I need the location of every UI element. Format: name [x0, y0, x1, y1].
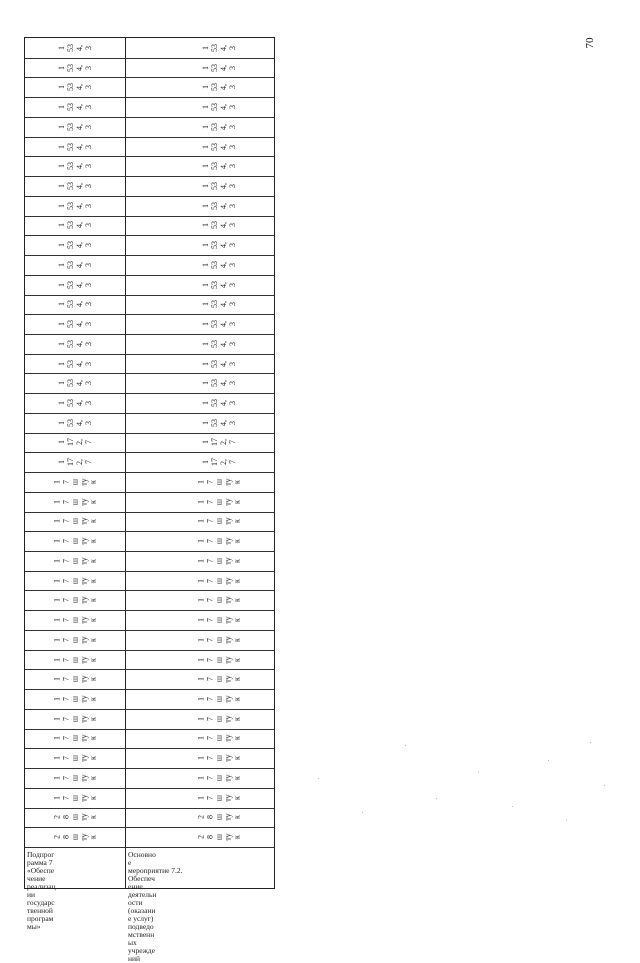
cell-value: 1 7 ш ту к	[52, 576, 98, 585]
cell-value: 1 53 4, 3	[201, 379, 238, 388]
table-cell-row1	[25, 235, 125, 255]
cell-value: 1 7 ш ту к	[196, 576, 242, 585]
table-cell-row2	[126, 709, 274, 729]
column-divider-line	[25, 472, 274, 473]
cell-value: 1 53 4, 3	[201, 418, 238, 427]
table-cell-row2	[126, 77, 274, 97]
cell-value: 1 53 4, 3	[57, 418, 93, 427]
cell-value: 1 53 4, 3	[57, 339, 93, 348]
table-cell-row1	[25, 827, 125, 847]
table-cell-row1	[25, 117, 125, 137]
table-cell-row2	[126, 255, 274, 275]
column-divider-line	[25, 512, 274, 513]
table-cell-row2	[126, 729, 274, 749]
column-divider-line	[25, 788, 274, 789]
table-cell-row1	[25, 669, 125, 689]
cell-value: 1 7 ш ту к	[52, 537, 98, 545]
header-divider-line	[25, 847, 274, 848]
table-cell-row1	[25, 216, 125, 236]
column-divider-line	[25, 137, 274, 138]
table-cell-row2	[126, 788, 274, 808]
table-cell-row2	[126, 827, 274, 847]
table-cell-row2	[126, 393, 274, 413]
column-divider-line	[25, 354, 274, 355]
table-cell-row2	[126, 314, 274, 334]
cell-value: 1 53 4, 3	[201, 162, 238, 171]
table-cell-row2	[126, 531, 274, 551]
subprogram-header-cell: Подпрог рамма 7 «Обеспе чение реализац ии государс твенной програм мы»	[27, 850, 56, 931]
rotated-budget-table	[24, 37, 275, 963]
cell-value: 1 7 ш ту к	[52, 616, 98, 624]
table-cell-row2	[126, 117, 274, 137]
table-cell-row2	[126, 808, 274, 828]
column-divider-line	[25, 729, 274, 730]
cell-value: 2 8 ш ту к	[196, 833, 242, 841]
table-cell-row2	[126, 275, 274, 295]
cell-value: 1 7 ш ту к	[196, 734, 242, 743]
cell-value: 1 53 4, 3	[201, 43, 238, 52]
cell-value: 1 53 4, 3	[201, 201, 238, 210]
cell-value: 1 53 4, 3	[57, 181, 93, 190]
cell-value: 1 53 4, 3	[201, 83, 238, 92]
table-cell-row1	[25, 314, 125, 334]
table-cell-row1	[25, 393, 125, 413]
cell-value: 1 53 4, 3	[201, 103, 238, 112]
cell-value: 1 7 ш ту к	[196, 498, 242, 506]
column-divider-line	[25, 689, 274, 690]
table-cell-row1	[25, 196, 125, 216]
cell-value: 1 53 4, 3	[57, 260, 93, 269]
table-cell-row2	[126, 58, 274, 78]
cell-value: 1 53 4, 3	[201, 320, 238, 329]
cell-value: 1 7 ш ту к	[196, 616, 242, 624]
table-cell-row2	[126, 748, 274, 768]
table-cell-row1	[25, 709, 125, 729]
cell-value: 1 17 2, 7	[201, 438, 238, 447]
table-cell-row1	[25, 97, 125, 117]
table-cell-row2	[126, 610, 274, 630]
cell-value: 1 7 ш ту к	[196, 675, 242, 683]
table-cell-row2	[126, 630, 274, 650]
column-divider-line	[25, 334, 274, 335]
column-divider-line	[25, 216, 274, 217]
column-divider-line	[25, 650, 274, 651]
cell-value: 1 53 4, 3	[201, 359, 238, 368]
table-cell-row1	[25, 531, 125, 551]
column-divider-line	[25, 492, 274, 493]
cell-value: 1 53 4, 3	[57, 142, 93, 151]
cell-value: 1 53 4, 3	[201, 181, 238, 190]
table-cell-row1	[25, 38, 125, 58]
table-cell-row1	[25, 689, 125, 709]
column-divider-line	[25, 295, 274, 296]
cell-value: 1 7 ш ту к	[52, 636, 98, 644]
table-cell-row1	[25, 334, 125, 354]
column-divider-line	[25, 433, 274, 434]
table-cell-row1	[25, 137, 125, 157]
cell-value: 1 53 4, 3	[57, 221, 93, 230]
table-cell-row1	[25, 295, 125, 315]
column-divider-line	[25, 571, 274, 572]
cell-value: 1 17 2, 7	[57, 458, 93, 467]
cell-value: 1 53 4, 3	[201, 221, 238, 230]
table-cell-row1	[25, 472, 125, 492]
cell-value: 1 7 ш ту к	[52, 774, 98, 782]
cell-value: 1 53 4, 3	[57, 399, 93, 408]
table-cell-row2	[126, 235, 274, 255]
cell-value: 1 7 ш ту к	[52, 793, 98, 802]
table-cell-row1	[25, 452, 125, 472]
column-divider-line	[25, 117, 274, 118]
cell-value: 1 7 ш ту к	[196, 596, 242, 605]
table-cell-row2	[126, 354, 274, 374]
table-cell-row1	[25, 551, 125, 571]
table-cell-row2	[126, 492, 274, 512]
cell-value: 1 53 4, 3	[57, 320, 93, 329]
table-cell-row2	[126, 650, 274, 670]
table-cell-row2	[126, 433, 274, 453]
cell-value: 1 53 4, 3	[57, 280, 93, 289]
cell-value: 1 53 4, 3	[57, 201, 93, 210]
table-cell-row1	[25, 58, 125, 78]
table-cell-row1	[25, 413, 125, 433]
cell-value: 1 17 2, 7	[57, 438, 93, 447]
table-cell-row1	[25, 788, 125, 808]
cell-value: 1 53 4, 3	[57, 162, 93, 171]
cell-value: 1 53 4, 3	[57, 379, 93, 388]
cell-value: 1 7 ш ту к	[52, 596, 98, 605]
cell-value: 1 7 ш ту к	[196, 695, 242, 703]
column-divider-line	[25, 709, 274, 710]
cell-value: 1 7 ш ту к	[196, 478, 242, 486]
cell-value: 1 7 ш ту к	[52, 655, 98, 664]
table-cell-row2	[126, 196, 274, 216]
cell-value: 1 53 4, 3	[201, 280, 238, 289]
table-cell-row1	[25, 354, 125, 374]
table-cell-row1	[25, 571, 125, 591]
cell-value: 1 53 4, 3	[201, 63, 238, 72]
table-cell-row1	[25, 808, 125, 828]
table-cell-row1	[25, 492, 125, 512]
table-cell-row2	[126, 295, 274, 315]
table-cell-row2	[126, 452, 274, 472]
table-cell-row2	[126, 571, 274, 591]
cell-value: 1 7 ш ту к	[196, 774, 242, 782]
cell-value: 1 53 4, 3	[57, 122, 93, 131]
cell-value: 1 7 ш ту к	[52, 715, 98, 723]
cell-value: 1 7 ш ту к	[196, 655, 242, 664]
cell-value: 1 17 2, 7	[201, 458, 238, 467]
column-divider-line	[25, 58, 274, 59]
cell-value: 1 53 4, 3	[57, 300, 93, 309]
table-cell-row1	[25, 630, 125, 650]
table-cell-row2	[126, 176, 274, 196]
column-divider-line	[25, 275, 274, 276]
cell-value: 1 53 4, 3	[201, 399, 238, 408]
cell-value: 2 8 ш ту к	[52, 833, 98, 841]
table-cell-row2	[126, 768, 274, 788]
cell-value: 1 53 4, 3	[57, 63, 93, 72]
cell-value: 1 7 ш ту к	[196, 636, 242, 644]
cell-value: 1 7 ш ту к	[196, 715, 242, 723]
table-cell-row1	[25, 77, 125, 97]
column-divider-line	[25, 551, 274, 552]
table-cell-row2	[126, 97, 274, 117]
cell-value: 1 7 ш ту к	[52, 695, 98, 703]
table-cell-row1	[25, 768, 125, 788]
cell-value: 2 8 ш ту к	[196, 813, 242, 822]
cell-value: 1 53 4, 3	[201, 339, 238, 348]
cell-value: 1 53 4, 3	[57, 83, 93, 92]
page-number: 70	[584, 37, 596, 49]
cell-value: 1 53 4, 3	[201, 142, 238, 151]
table-cell-row2	[126, 551, 274, 571]
cell-value: 1 53 4, 3	[57, 43, 93, 52]
cell-value: 1 7 ш ту к	[196, 537, 242, 545]
table-cell-row2	[126, 669, 274, 689]
table-cell-row2	[126, 137, 274, 157]
table-cell-row1	[25, 748, 125, 768]
cell-value: 1 7 ш ту к	[52, 498, 98, 506]
table-cell-row2	[126, 590, 274, 610]
table-cell-row2	[126, 334, 274, 354]
cell-value: 1 53 4, 3	[201, 300, 238, 309]
column-divider-line	[25, 768, 274, 769]
cell-value: 1 7 ш ту к	[52, 734, 98, 743]
cell-value: 1 7 ш ту к	[52, 517, 98, 526]
table-cell-row1	[25, 590, 125, 610]
table-cell-row2	[126, 512, 274, 532]
table-cell-row2	[126, 216, 274, 236]
column-divider-line	[25, 413, 274, 414]
table-cell-row1	[25, 176, 125, 196]
table-cell-row2	[126, 472, 274, 492]
column-divider-line	[25, 196, 274, 197]
cell-value: 1 53 4, 3	[201, 122, 238, 131]
table-cell-row1	[25, 373, 125, 393]
cell-value: 1 7 ш ту к	[52, 557, 98, 565]
cell-value: 1 53 4, 3	[201, 241, 238, 250]
column-divider-line	[25, 255, 274, 256]
cell-value: 1 7 ш ту к	[196, 754, 242, 762]
table-cell-row1	[25, 512, 125, 532]
table-cell-row2	[126, 689, 274, 709]
cell-value: 1 7 ш ту к	[196, 517, 242, 526]
cell-value: 1 53 4, 3	[57, 241, 93, 250]
table-cell-row1	[25, 275, 125, 295]
table-cell-row1	[25, 255, 125, 275]
cell-value: 1 7 ш ту к	[196, 557, 242, 565]
table-cell-row2	[126, 413, 274, 433]
table-cell-row1	[25, 156, 125, 176]
table-cell-row1	[25, 433, 125, 453]
cell-value: 1 53 4, 3	[201, 260, 238, 269]
cell-value: 1 53 4, 3	[57, 103, 93, 112]
cell-value: 1 7 ш ту к	[52, 478, 98, 486]
column-divider-line	[25, 176, 274, 177]
table-cell-row2	[126, 38, 274, 58]
cell-value: 1 7 ш ту к	[52, 675, 98, 683]
table-cell-row1	[25, 650, 125, 670]
cell-value: 1 53 4, 3	[57, 359, 93, 368]
measure-header-cell: Основно е мероприятие 7.2. Обеспеч ение деятельн ости (оказани е услуг) подведо мственн ых учрежде ний	[128, 850, 183, 963]
column-divider-line	[25, 630, 274, 631]
table-cell-row2	[126, 156, 274, 176]
table-cell-row2	[126, 373, 274, 393]
table-cell-row1	[25, 729, 125, 749]
column-divider-line	[25, 808, 274, 809]
cell-value: 2 8 ш ту к	[52, 813, 98, 822]
cell-value: 1 7 ш ту к	[52, 754, 98, 762]
cell-value: 1 7 ш ту к	[196, 793, 242, 802]
table-cell-row1	[25, 610, 125, 630]
